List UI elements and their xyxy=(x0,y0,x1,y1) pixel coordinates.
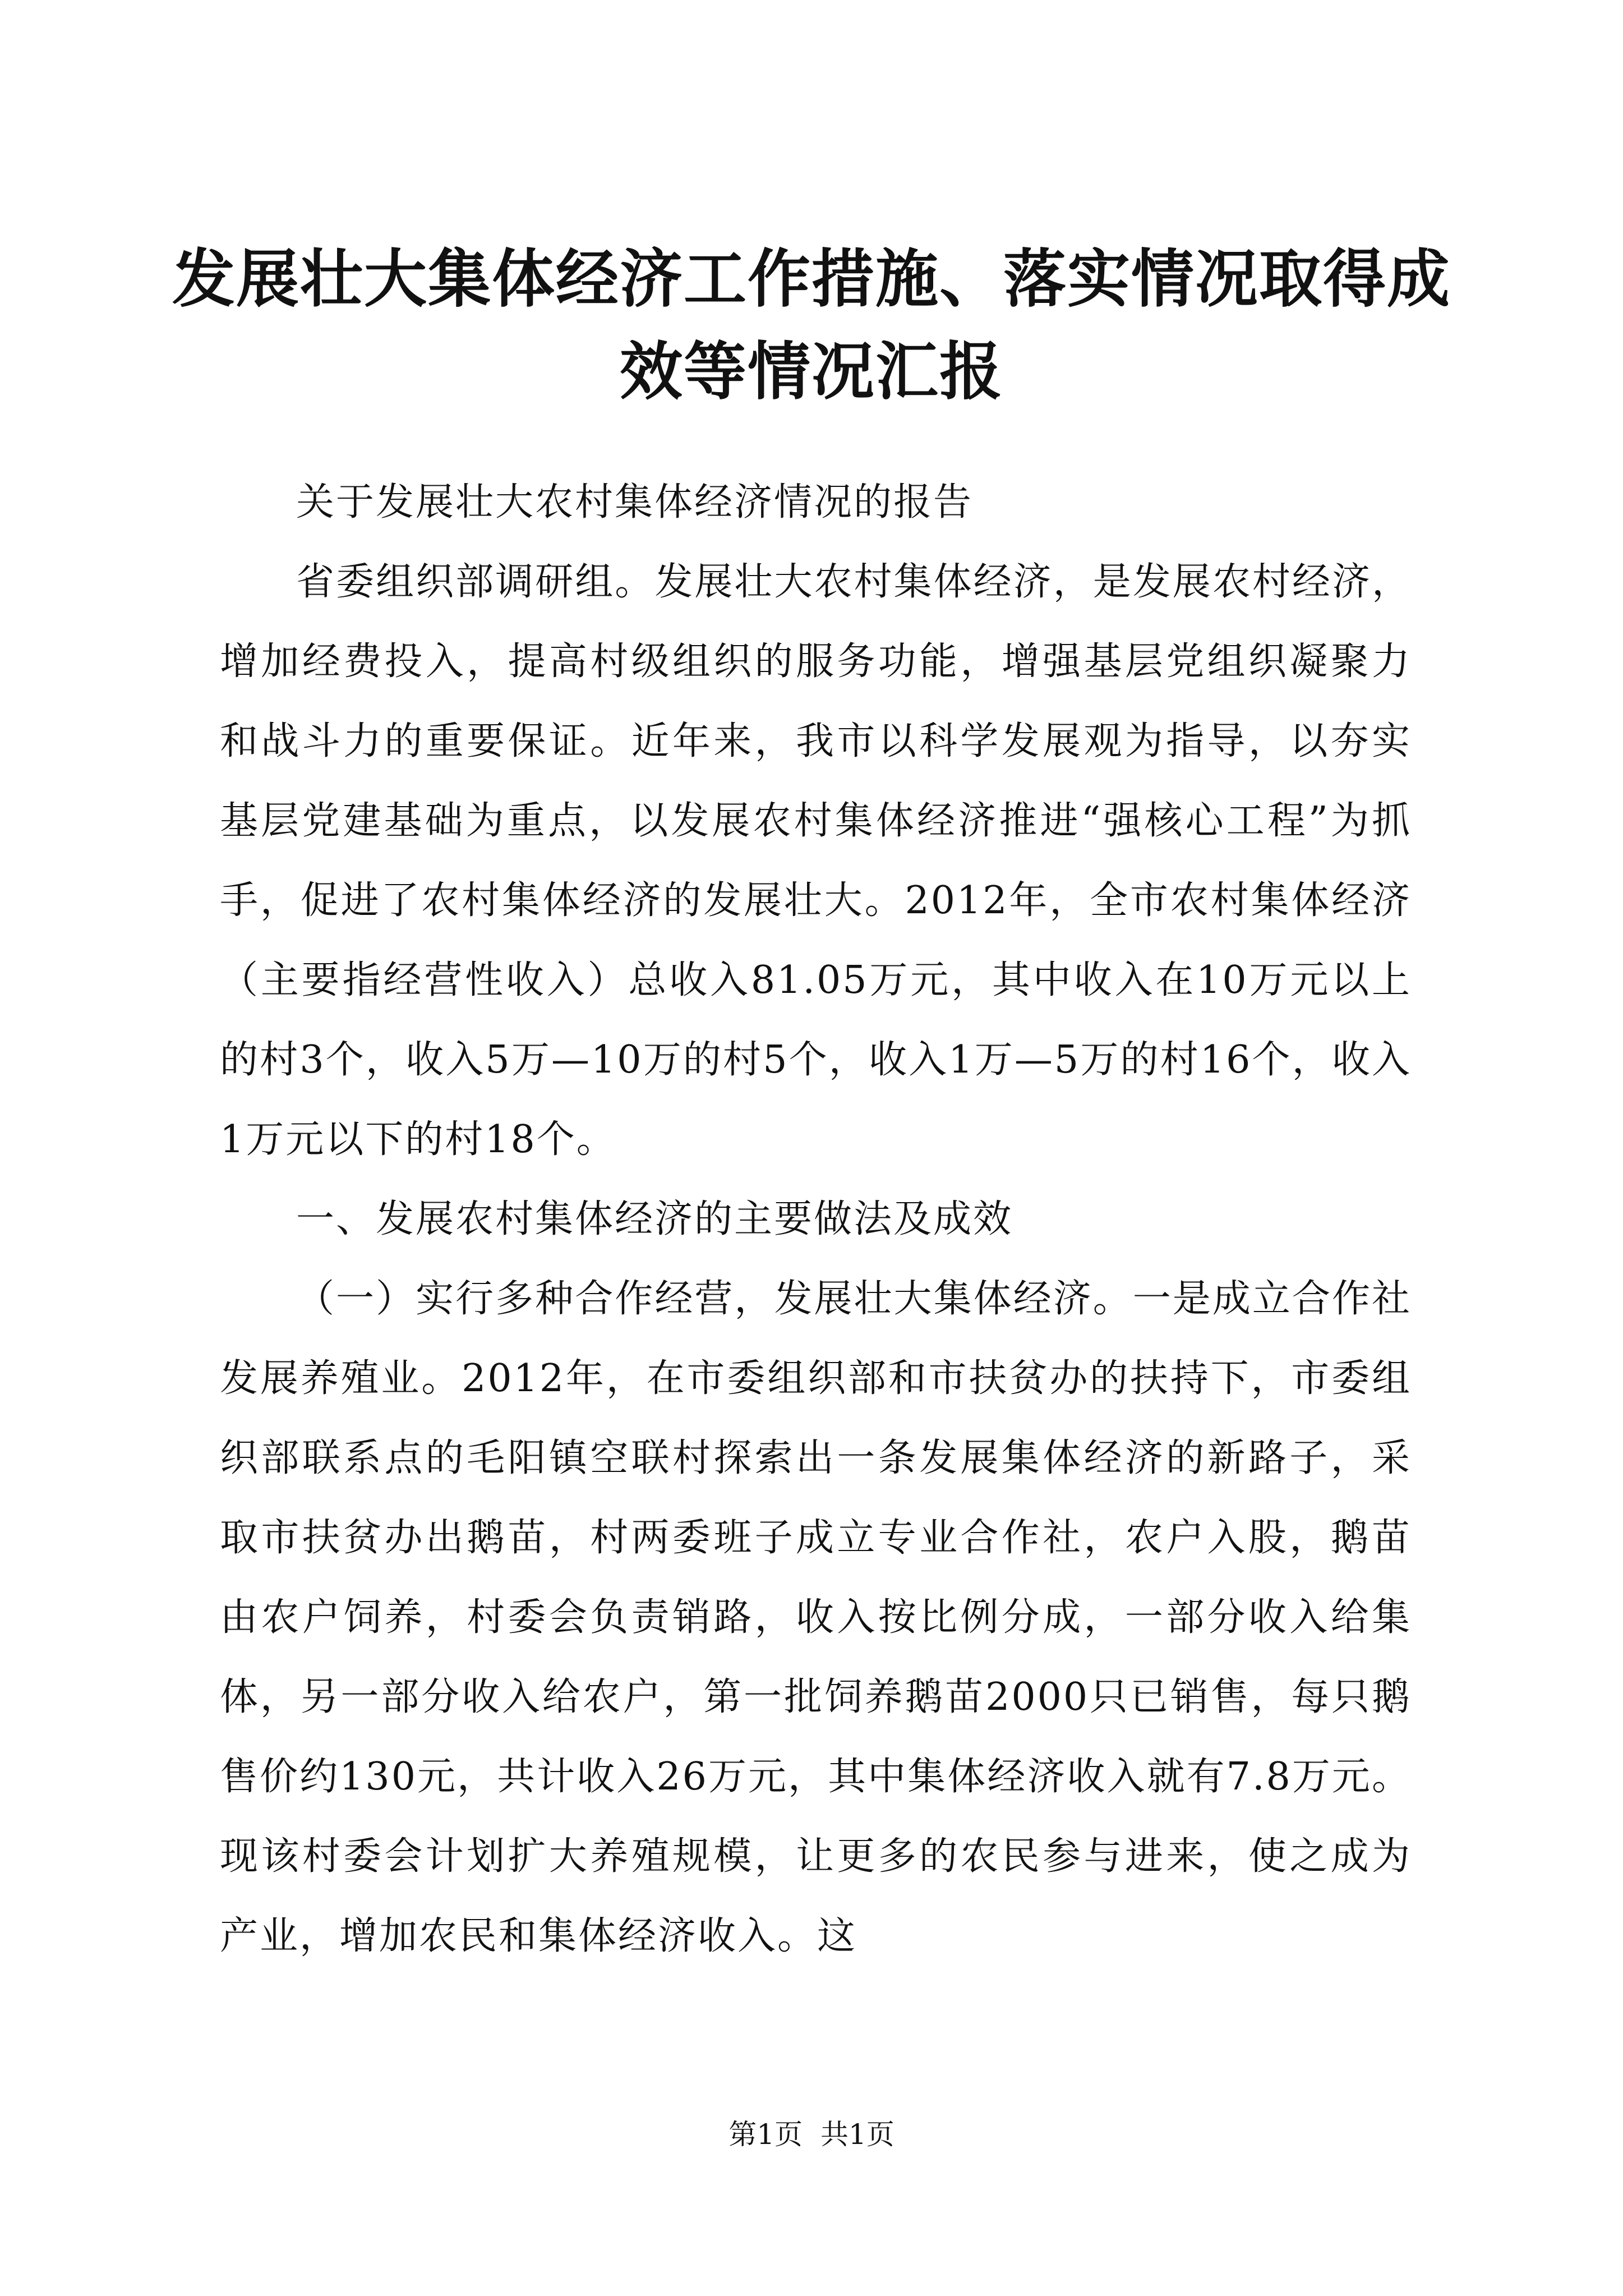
intro-paragraph: 省委组织部调研组。发展壮大农村集体经济，是发展农村经济，增加经费投入，提高村级组织的服务功能，增强基层党组织凝聚力和战斗力的重要保证。近年来，我市以科学发展观为指导，以夯实基层党建基础为重点，以发展农村集体经济推进“强核心工程”为抓手，促进了农村集体经济的发展壮大。2012年，全市农村集体经济（主要指经营性收入）总收入81.05万元，其中收入在10万元以上的村3个，收入5万—10万的村5个，收入1万—5万的村16个，收入1万元以下的村18个。 xyxy=(220,560,1412,1162)
page-total: 共1页 xyxy=(820,2118,895,2151)
document-title: 发展壮大集体经济工作措施、落实情况取得成效等情况汇报 xyxy=(172,242,1451,408)
section-heading: 一、发展农村集体经济的主要做法及成效 xyxy=(296,1197,1013,1241)
page-footer xyxy=(0,2115,1623,2154)
report-subtitle: 关于发展壮大农村集体经济情况的报告 xyxy=(296,480,974,524)
page-number: 第1页 xyxy=(728,2118,803,2151)
document-body xyxy=(220,463,1412,1976)
section-paragraph: （一）实行多种合作经营，发展壮大集体经济。一是成立合作社发展养殖业。2012年，在市委组织部和市扶贫办的扶持下，市委组织部联系点的毛阳镇空联村探索出一条发展集体经济的新路子，采取市扶贫办出鹅苗，村两委班子成立专业合作社，农户入股，鹅苗由农户饲养，村委会负责销路，收入按比例分成，一部分收入给集体，另一部分收入给农户，第一批饲养鹅苗2000只已销售，每只鹅售价约130元，共计收入26万元，其中集体经济收入就有7.8万元。现该村委会计划扩大养殖规模，让更多的农民参与进来，使之成为产业，增加农民和集体经济收入。这 xyxy=(220,1277,1412,1958)
